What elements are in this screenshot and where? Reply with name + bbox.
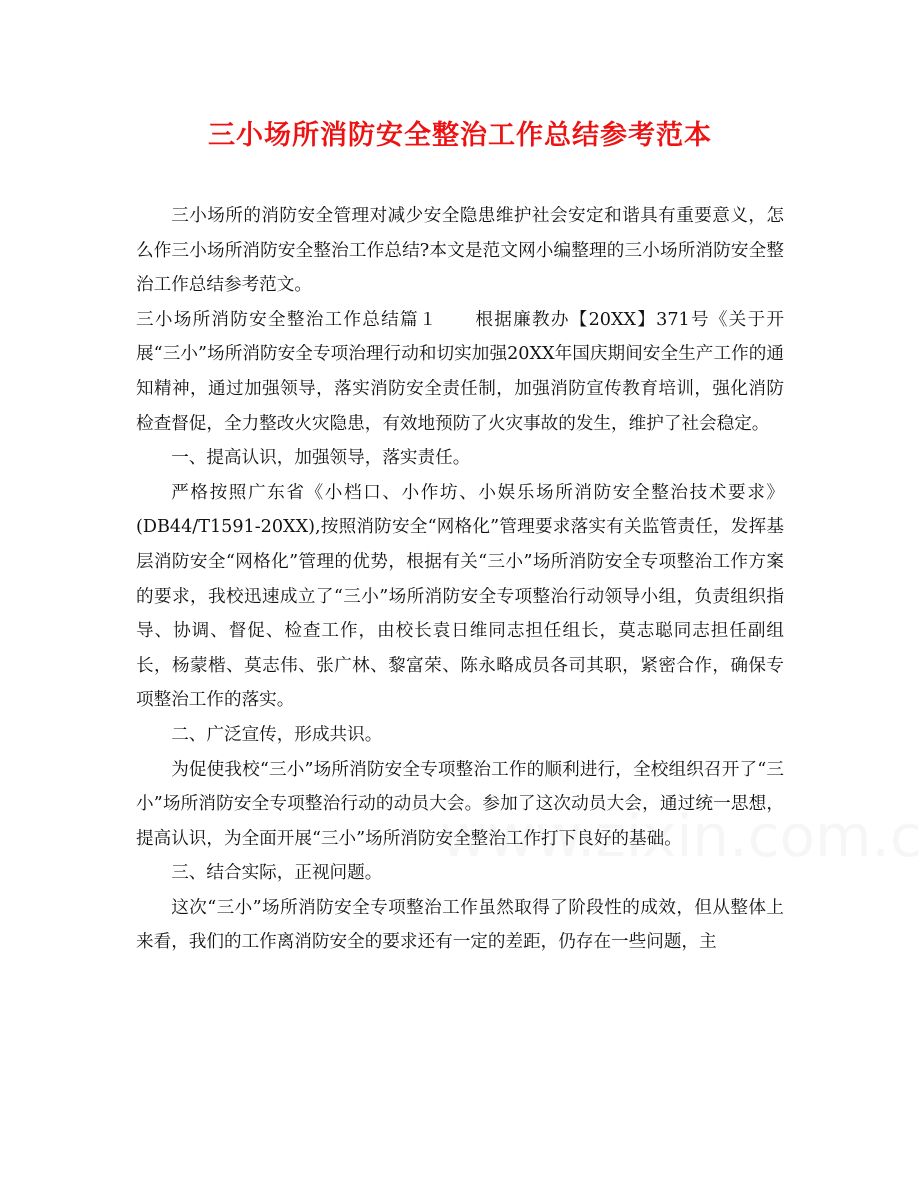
document-title: 三小场所消防安全整治工作总结参考范本 <box>208 120 712 151</box>
heading-1: 一、提高认识，加强领导，落实责任。 <box>171 448 471 469</box>
heading-3: 三、结合实际，正视问题。 <box>171 863 383 884</box>
heading-2: 二、广泛宣传，形成共识。 <box>171 724 383 745</box>
paragraph-2: 为促使我校“三小”场所消防安全专项整治工作的顺利进行，全校组织召开了“三小”场所消防安全专项整治行动的动员大会。参加了这次动员大会，通过统一思想，提高认识，为全面开展“三小”场所消防安全整治工作打下良好的基础。 <box>136 759 784 849</box>
paragraph-section-1-intro: 三小场所消防安全整治工作总结篇１ 根据廉教办【20XX】371号《关于开展“三小”场所消防安全专项治理行动和切实加强20XX年国庆期间安全生产工作的通知精神，通过加强领导，落实消防安全责任制，加强消防宣传教育培训，强化消防检查督促，全力整改火灾隐患，有效地预防了火灾事故的发生，维护了社会稳定。 <box>136 309 784 434</box>
paragraph-3: 这次“三小”场所消防安全专项整治工作虽然取得了阶段性的成效，但从整体上来看，我们的工作离消防安全的要求还有一定的差距，仍存在一些问题，主 <box>136 897 784 953</box>
paragraph-1: 严格按照广东省《小档口、小作坊、小娱乐场所消防安全整治技术要求》(DB44/T1591-20XX),按照消防安全“网格化”管理要求落实有关监管责任，发挥基层消防安全“网格化”管理的优势，根据有关“三小”场所消防安全专项整治工作方案的要求，我校迅速成立了“三小”场所消防安全专项整治行动领导小组，负责组织指导、协调、督促、检查工作，由校长袁日维同志担任组长，莫志聪同志担任副组长，杨蒙楷、莫志伟、张广林、黎富荣、陈永略成员各司其职，紧密合作，确保专项整治工作的落实。 <box>136 482 784 711</box>
paragraph-intro: 三小场所的消防安全管理对减少安全隐患维护社会安定和谐具有重要意义，怎么作三小场所消防安全整治工作总结?本文是范文网小编整理的三小场所消防安全整治工作总结参考范文。 <box>136 206 784 296</box>
document-body <box>136 199 784 960</box>
